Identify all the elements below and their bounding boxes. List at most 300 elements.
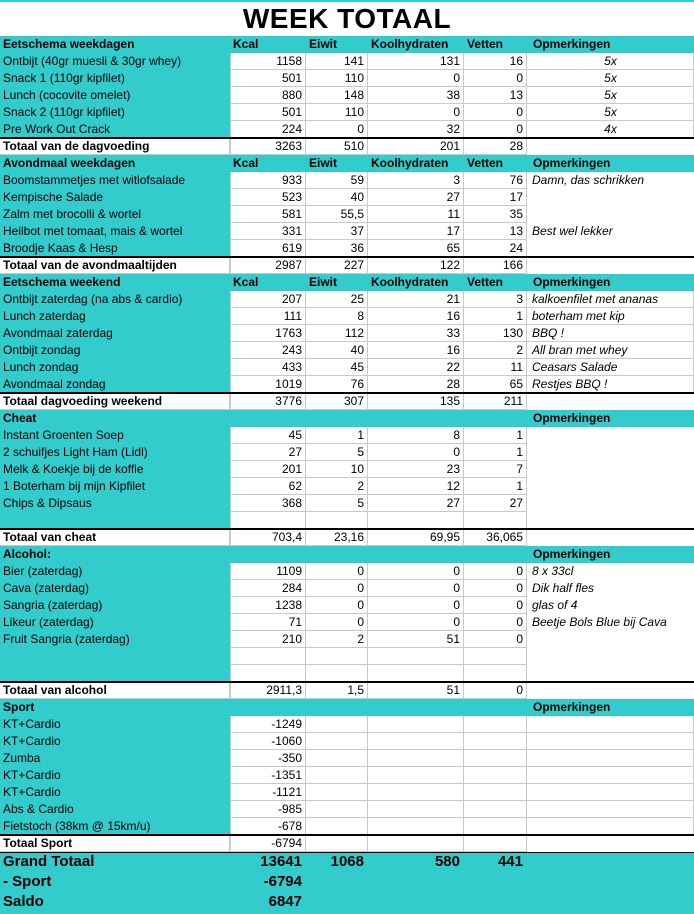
cell-koolhydraten[interactable]: 23 <box>368 461 464 478</box>
cell-eiwit[interactable] <box>306 784 368 801</box>
cell-eiwit[interactable] <box>306 665 368 682</box>
total-label[interactable]: Totaal Sport <box>0 835 230 852</box>
total-label[interactable]: Totaal van cheat <box>0 529 230 546</box>
total-kcal[interactable]: 2911,3 <box>230 682 306 699</box>
cell-vetten[interactable]: 76 <box>464 172 527 189</box>
cell-label[interactable]: Abs & Cardio <box>0 801 230 818</box>
cell-eiwit[interactable]: 112 <box>306 325 368 342</box>
section-title[interactable]: Alcohol: <box>0 546 230 563</box>
cell-vetten[interactable]: 24 <box>464 240 527 257</box>
cell-opmerking[interactable]: BBQ ! <box>527 325 694 342</box>
cell-kcal[interactable]: -350 <box>230 750 306 767</box>
cell-opmerking[interactable]: Best wel lekker <box>527 223 694 240</box>
cell-kcal[interactable] <box>230 665 306 682</box>
total-eiwit[interactable]: 23,16 <box>306 529 368 546</box>
cell-opmerking[interactable] <box>527 733 694 750</box>
cell-label[interactable]: 2 schuifjes Light Ham (Lidl) <box>0 444 230 461</box>
cell-vetten[interactable]: 1 <box>464 478 527 495</box>
cell-opmerking[interactable]: 4x <box>527 121 694 138</box>
cell-koolhydraten[interactable] <box>368 818 464 835</box>
cell-kcal[interactable]: -1121 <box>230 784 306 801</box>
cell-eiwit[interactable]: 55,5 <box>306 206 368 223</box>
grand-vetten[interactable]: 441 <box>464 852 527 872</box>
cell-vetten[interactable]: 2 <box>464 342 527 359</box>
cell-kcal[interactable]: 619 <box>230 240 306 257</box>
grand-koolhydraten[interactable]: 580 <box>368 852 464 872</box>
column-header-kcal[interactable]: Kcal <box>230 36 306 53</box>
cell-eiwit[interactable] <box>306 767 368 784</box>
column-header-vetten[interactable] <box>464 699 527 716</box>
cell-koolhydraten[interactable]: 0 <box>368 70 464 87</box>
cell-vetten[interactable]: 65 <box>464 376 527 393</box>
cell-opmerking[interactable] <box>527 892 694 912</box>
cell-kcal[interactable]: -985 <box>230 801 306 818</box>
cell-kcal[interactable]: 111 <box>230 308 306 325</box>
total-koolhydraten[interactable]: 51 <box>368 682 464 699</box>
column-header-eiwit[interactable] <box>306 699 368 716</box>
cell-label[interactable]: Heilbot met tomaat, mais & wortel <box>0 223 230 240</box>
cell-opmerking[interactable] <box>527 138 694 155</box>
column-header-vetten[interactable] <box>464 546 527 563</box>
cell-label[interactable]: Cava (zaterdag) <box>0 580 230 597</box>
cell-kcal[interactable]: 933 <box>230 172 306 189</box>
total-label[interactable]: Totaal van alcohol <box>0 682 230 699</box>
cell-vetten[interactable]: 0 <box>464 121 527 138</box>
cell-kcal[interactable] <box>230 648 306 665</box>
cell-opmerking[interactable] <box>527 665 694 682</box>
cell-opmerking[interactable] <box>527 872 694 892</box>
grand-label[interactable]: - Sport <box>0 872 230 892</box>
cell-kcal[interactable]: 433 <box>230 359 306 376</box>
cell-vetten[interactable]: 0 <box>464 104 527 121</box>
cell-eiwit[interactable] <box>306 818 368 835</box>
cell-koolhydraten[interactable] <box>368 750 464 767</box>
cell-koolhydraten[interactable] <box>368 801 464 818</box>
column-header-kcal[interactable] <box>230 546 306 563</box>
cell-eiwit[interactable] <box>306 733 368 750</box>
cell-koolhydraten[interactable]: 21 <box>368 291 464 308</box>
total-eiwit[interactable]: 1,5 <box>306 682 368 699</box>
cell-vetten[interactable]: 1 <box>464 427 527 444</box>
cell-koolhydraten[interactable]: 22 <box>368 359 464 376</box>
cell-opmerking[interactable]: kalkoenfilet met ananas <box>527 291 694 308</box>
cell-vetten[interactable] <box>464 512 527 529</box>
cell-opmerking[interactable]: Ceasars Salade <box>527 359 694 376</box>
cell-vetten[interactable] <box>464 767 527 784</box>
cell-label[interactable]: Bier (zaterdag) <box>0 563 230 580</box>
cell-vetten[interactable] <box>464 648 527 665</box>
grand-vetten[interactable] <box>464 892 527 912</box>
cell-koolhydraten[interactable]: 16 <box>368 308 464 325</box>
column-header-kcal[interactable] <box>230 410 306 427</box>
cell-vetten[interactable]: 0 <box>464 70 527 87</box>
total-vetten[interactable]: 211 <box>464 393 527 410</box>
total-vetten[interactable]: 28 <box>464 138 527 155</box>
cell-kcal[interactable]: 1763 <box>230 325 306 342</box>
cell-koolhydraten[interactable]: 0 <box>368 614 464 631</box>
cell-koolhydraten[interactable]: 16 <box>368 342 464 359</box>
cell-eiwit[interactable]: 141 <box>306 53 368 70</box>
cell-eiwit[interactable]: 0 <box>306 614 368 631</box>
cell-koolhydraten[interactable]: 0 <box>368 563 464 580</box>
cell-koolhydraten[interactable]: 27 <box>368 189 464 206</box>
cell-koolhydraten[interactable]: 0 <box>368 444 464 461</box>
grand-eiwit[interactable] <box>306 872 368 892</box>
cell-koolhydraten[interactable] <box>368 665 464 682</box>
cell-eiwit[interactable]: 148 <box>306 87 368 104</box>
cell-opmerking[interactable] <box>527 682 694 699</box>
cell-kcal[interactable]: 201 <box>230 461 306 478</box>
cell-kcal[interactable]: 224 <box>230 121 306 138</box>
cell-vetten[interactable] <box>464 784 527 801</box>
cell-vetten[interactable]: 1 <box>464 308 527 325</box>
cell-opmerking[interactable]: All bran met whey <box>527 342 694 359</box>
cell-koolhydraten[interactable] <box>368 767 464 784</box>
total-vetten[interactable] <box>464 835 527 852</box>
column-header-eiwit[interactable]: Eiwit <box>306 274 368 291</box>
cell-vetten[interactable] <box>464 665 527 682</box>
cell-eiwit[interactable]: 0 <box>306 563 368 580</box>
cell-eiwit[interactable]: 2 <box>306 478 368 495</box>
cell-koolhydraten[interactable] <box>368 648 464 665</box>
cell-kcal[interactable]: 243 <box>230 342 306 359</box>
cell-eiwit[interactable] <box>306 801 368 818</box>
total-label[interactable]: Totaal van de dagvoeding <box>0 138 230 155</box>
cell-vetten[interactable]: 17 <box>464 189 527 206</box>
column-header-koolhydraten[interactable] <box>368 546 464 563</box>
cell-koolhydraten[interactable]: 17 <box>368 223 464 240</box>
cell-opmerking[interactable] <box>527 444 694 461</box>
cell-opmerking[interactable] <box>527 631 694 648</box>
section-title[interactable]: Sport <box>0 699 230 716</box>
cell-label[interactable]: Fietstoch (38km @ 15km/u) <box>0 818 230 835</box>
total-koolhydraten[interactable]: 69,95 <box>368 529 464 546</box>
cell-koolhydraten[interactable] <box>368 784 464 801</box>
cell-kcal[interactable]: 210 <box>230 631 306 648</box>
cell-kcal[interactable]: -1351 <box>230 767 306 784</box>
column-header-eiwit[interactable] <box>306 410 368 427</box>
cell-opmerking[interactable] <box>527 206 694 223</box>
total-kcal[interactable]: 3776 <box>230 393 306 410</box>
cell-kcal[interactable]: 523 <box>230 189 306 206</box>
cell-kcal[interactable]: 1238 <box>230 597 306 614</box>
column-header-opmerkingen[interactable]: Opmerkingen <box>527 274 694 291</box>
cell-vetten[interactable]: 0 <box>464 563 527 580</box>
cell-label[interactable]: KT+Cardio <box>0 784 230 801</box>
cell-eiwit[interactable]: 0 <box>306 121 368 138</box>
cell-koolhydraten[interactable] <box>368 512 464 529</box>
cell-label[interactable]: Fruit Sangria (zaterdag) <box>0 631 230 648</box>
cell-label[interactable]: Pre Work Out Crack <box>0 121 230 138</box>
column-header-vetten[interactable]: Vetten <box>464 274 527 291</box>
column-header-vetten[interactable] <box>464 410 527 427</box>
cell-opmerking[interactable] <box>527 257 694 274</box>
cell-vetten[interactable]: 13 <box>464 87 527 104</box>
cell-koolhydraten[interactable]: 32 <box>368 121 464 138</box>
grand-eiwit[interactable]: 1068 <box>306 852 368 872</box>
section-title[interactable]: Eetschema weekdagen <box>0 36 230 53</box>
column-header-opmerkingen[interactable]: Opmerkingen <box>527 410 694 427</box>
cell-kcal[interactable]: 368 <box>230 495 306 512</box>
total-koolhydraten[interactable]: 201 <box>368 138 464 155</box>
grand-kcal[interactable]: 13641 <box>230 852 306 872</box>
cell-label[interactable]: Sangria (zaterdag) <box>0 597 230 614</box>
column-header-koolhydraten[interactable] <box>368 410 464 427</box>
cell-kcal[interactable]: -678 <box>230 818 306 835</box>
total-kcal[interactable]: 3263 <box>230 138 306 155</box>
cell-eiwit[interactable]: 2 <box>306 631 368 648</box>
column-header-vetten[interactable]: Vetten <box>464 155 527 172</box>
cell-label[interactable]: KT+Cardio <box>0 716 230 733</box>
cell-kcal[interactable]: -1249 <box>230 716 306 733</box>
cell-eiwit[interactable]: 5 <box>306 495 368 512</box>
cell-eiwit[interactable] <box>306 648 368 665</box>
cell-eiwit[interactable]: 110 <box>306 104 368 121</box>
cell-eiwit[interactable]: 59 <box>306 172 368 189</box>
cell-label[interactable]: Instant Groenten Soep <box>0 427 230 444</box>
cell-opmerking[interactable] <box>527 716 694 733</box>
cell-kcal[interactable]: 284 <box>230 580 306 597</box>
cell-vetten[interactable] <box>464 716 527 733</box>
grand-kcal[interactable]: -6794 <box>230 872 306 892</box>
cell-koolhydraten[interactable]: 3 <box>368 172 464 189</box>
cell-koolhydraten[interactable]: 65 <box>368 240 464 257</box>
cell-opmerking[interactable] <box>527 529 694 546</box>
cell-kcal[interactable]: 581 <box>230 206 306 223</box>
grand-label[interactable]: Saldo <box>0 892 230 912</box>
section-title[interactable]: Cheat <box>0 410 230 427</box>
column-header-opmerkingen[interactable]: Opmerkingen <box>527 36 694 53</box>
cell-eiwit[interactable] <box>306 716 368 733</box>
cell-koolhydraten[interactable]: 51 <box>368 631 464 648</box>
cell-vetten[interactable] <box>464 818 527 835</box>
cell-opmerking[interactable]: Beetje Bols Blue bij Cava <box>527 614 694 631</box>
column-header-vetten[interactable]: Vetten <box>464 36 527 53</box>
cell-vetten[interactable]: 13 <box>464 223 527 240</box>
cell-eiwit[interactable]: 45 <box>306 359 368 376</box>
total-koolhydraten[interactable]: 122 <box>368 257 464 274</box>
cell-label[interactable]: Ontbijt zaterdag (na abs & cardio) <box>0 291 230 308</box>
cell-koolhydraten[interactable]: 0 <box>368 104 464 121</box>
cell-vetten[interactable]: 0 <box>464 597 527 614</box>
cell-label[interactable]: Avondmaal zondag <box>0 376 230 393</box>
cell-kcal[interactable]: 880 <box>230 87 306 104</box>
cell-eiwit[interactable]: 40 <box>306 342 368 359</box>
cell-opmerking[interactable] <box>527 427 694 444</box>
cell-vetten[interactable]: 130 <box>464 325 527 342</box>
cell-vetten[interactable] <box>464 801 527 818</box>
cell-opmerking[interactable] <box>527 835 694 852</box>
cell-opmerking[interactable] <box>527 189 694 206</box>
column-header-koolhydraten[interactable]: Koolhydraten <box>368 274 464 291</box>
cell-opmerking[interactable]: 5x <box>527 87 694 104</box>
cell-label[interactable]: Lunch zondag <box>0 359 230 376</box>
column-header-kcal[interactable] <box>230 699 306 716</box>
cell-label[interactable]: Chips & Dipsaus <box>0 495 230 512</box>
cell-eiwit[interactable] <box>306 512 368 529</box>
total-label[interactable]: Totaal van de avondmaaltijden <box>0 257 230 274</box>
cell-vetten[interactable] <box>464 750 527 767</box>
cell-label[interactable] <box>0 512 230 529</box>
cell-eiwit[interactable]: 36 <box>306 240 368 257</box>
cell-opmerking[interactable]: Restjes BBQ ! <box>527 376 694 393</box>
cell-kcal[interactable]: 62 <box>230 478 306 495</box>
column-header-koolhydraten[interactable] <box>368 699 464 716</box>
column-header-opmerkingen[interactable]: Opmerkingen <box>527 155 694 172</box>
cell-koolhydraten[interactable]: 38 <box>368 87 464 104</box>
total-eiwit[interactable]: 307 <box>306 393 368 410</box>
cell-label[interactable]: Ontbijt (40gr muesli & 30gr whey) <box>0 53 230 70</box>
cell-eiwit[interactable]: 76 <box>306 376 368 393</box>
cell-eiwit[interactable]: 8 <box>306 308 368 325</box>
grand-koolhydraten[interactable] <box>368 892 464 912</box>
cell-label[interactable]: Ontbijt zondag <box>0 342 230 359</box>
total-kcal[interactable]: -6794 <box>230 835 306 852</box>
cell-kcal[interactable] <box>230 512 306 529</box>
cell-koolhydraten[interactable]: 33 <box>368 325 464 342</box>
total-koolhydraten[interactable]: 135 <box>368 393 464 410</box>
cell-label[interactable]: 1 Boterham bij mijn Kipfilet <box>0 478 230 495</box>
cell-kcal[interactable]: 207 <box>230 291 306 308</box>
cell-label[interactable]: Melk & Koekje bij de koffie <box>0 461 230 478</box>
cell-opmerking[interactable] <box>527 648 694 665</box>
cell-label[interactable]: Boomstammetjes met witlofsalade <box>0 172 230 189</box>
cell-label[interactable]: Lunch (cocovite omelet) <box>0 87 230 104</box>
cell-opmerking[interactable]: 5x <box>527 70 694 87</box>
cell-opmerking[interactable] <box>527 495 694 512</box>
cell-kcal[interactable]: -1060 <box>230 733 306 750</box>
cell-eiwit[interactable]: 37 <box>306 223 368 240</box>
cell-label[interactable] <box>0 665 230 682</box>
cell-kcal[interactable]: 501 <box>230 104 306 121</box>
column-header-eiwit[interactable] <box>306 546 368 563</box>
cell-label[interactable]: KT+Cardio <box>0 767 230 784</box>
cell-koolhydraten[interactable]: 11 <box>368 206 464 223</box>
cell-label[interactable]: Snack 1 (110gr kipfilet) <box>0 70 230 87</box>
cell-opmerking[interactable] <box>527 240 694 257</box>
cell-opmerking[interactable]: Dik half fles <box>527 580 694 597</box>
column-header-eiwit[interactable]: Eiwit <box>306 36 368 53</box>
cell-koolhydraten[interactable] <box>368 733 464 750</box>
cell-opmerking[interactable] <box>527 750 694 767</box>
cell-label[interactable]: Zalm met brocolli & wortel <box>0 206 230 223</box>
column-header-kcal[interactable]: Kcal <box>230 155 306 172</box>
cell-kcal[interactable]: 331 <box>230 223 306 240</box>
grand-vetten[interactable] <box>464 872 527 892</box>
cell-eiwit[interactable]: 5 <box>306 444 368 461</box>
cell-koolhydraten[interactable]: 28 <box>368 376 464 393</box>
cell-label[interactable]: Snack 2 (110gr kipfilet) <box>0 104 230 121</box>
column-header-opmerkingen[interactable]: Opmerkingen <box>527 546 694 563</box>
cell-vetten[interactable]: 3 <box>464 291 527 308</box>
cell-label[interactable]: Kempische Salade <box>0 189 230 206</box>
column-header-eiwit[interactable]: Eiwit <box>306 155 368 172</box>
section-title[interactable]: Eetschema weekend <box>0 274 230 291</box>
cell-vetten[interactable]: 0 <box>464 614 527 631</box>
cell-label[interactable]: Broodje Kaas & Hesp <box>0 240 230 257</box>
cell-koolhydraten[interactable]: 27 <box>368 495 464 512</box>
cell-opmerking[interactable]: Damn, das schrikken <box>527 172 694 189</box>
total-label[interactable]: Totaal dagvoeding weekend <box>0 393 230 410</box>
cell-koolhydraten[interactable]: 12 <box>368 478 464 495</box>
cell-vetten[interactable]: 0 <box>464 580 527 597</box>
cell-vetten[interactable]: 7 <box>464 461 527 478</box>
cell-kcal[interactable]: 45 <box>230 427 306 444</box>
grand-label[interactable]: Grand Totaal <box>0 852 230 872</box>
cell-koolhydraten[interactable] <box>368 716 464 733</box>
cell-vetten[interactable]: 0 <box>464 631 527 648</box>
cell-eiwit[interactable]: 0 <box>306 597 368 614</box>
total-eiwit[interactable]: 227 <box>306 257 368 274</box>
cell-kcal[interactable]: 501 <box>230 70 306 87</box>
cell-label[interactable]: Avondmaal zaterdag <box>0 325 230 342</box>
cell-opmerking[interactable] <box>527 784 694 801</box>
cell-eiwit[interactable] <box>306 750 368 767</box>
cell-kcal[interactable]: 71 <box>230 614 306 631</box>
cell-opmerking[interactable]: 5x <box>527 104 694 121</box>
total-kcal[interactable]: 703,4 <box>230 529 306 546</box>
cell-opmerking[interactable] <box>527 767 694 784</box>
cell-opmerking[interactable]: boterham met kip <box>527 308 694 325</box>
column-header-koolhydraten[interactable]: Koolhydraten <box>368 155 464 172</box>
cell-opmerking[interactable] <box>527 478 694 495</box>
cell-koolhydraten[interactable]: 0 <box>368 580 464 597</box>
cell-label[interactable] <box>0 648 230 665</box>
cell-koolhydraten[interactable]: 0 <box>368 597 464 614</box>
cell-eiwit[interactable]: 0 <box>306 580 368 597</box>
cell-vetten[interactable]: 35 <box>464 206 527 223</box>
cell-opmerking[interactable] <box>527 801 694 818</box>
column-header-koolhydraten[interactable]: Koolhydraten <box>368 36 464 53</box>
cell-opmerking[interactable] <box>527 393 694 410</box>
cell-vetten[interactable] <box>464 733 527 750</box>
section-title[interactable]: Avondmaal weekdagen <box>0 155 230 172</box>
cell-eiwit[interactable]: 40 <box>306 189 368 206</box>
cell-label[interactable]: Zumba <box>0 750 230 767</box>
cell-kcal[interactable]: 1019 <box>230 376 306 393</box>
page-title[interactable]: WEEK TOTAAL <box>242 3 452 34</box>
cell-vetten[interactable]: 16 <box>464 53 527 70</box>
cell-eiwit[interactable]: 110 <box>306 70 368 87</box>
cell-vetten[interactable]: 1 <box>464 444 527 461</box>
cell-opmerking[interactable]: 5x <box>527 53 694 70</box>
cell-koolhydraten[interactable]: 131 <box>368 53 464 70</box>
total-eiwit[interactable]: 510 <box>306 138 368 155</box>
cell-opmerking[interactable] <box>527 461 694 478</box>
cell-opmerking[interactable] <box>527 852 694 872</box>
grand-kcal[interactable]: 6847 <box>230 892 306 912</box>
cell-opmerking[interactable]: glas of 4 <box>527 597 694 614</box>
total-kcal[interactable]: 2987 <box>230 257 306 274</box>
cell-eiwit[interactable]: 25 <box>306 291 368 308</box>
grand-koolhydraten[interactable] <box>368 872 464 892</box>
cell-vetten[interactable]: 27 <box>464 495 527 512</box>
column-header-opmerkingen[interactable]: Opmerkingen <box>527 699 694 716</box>
cell-vetten[interactable]: 11 <box>464 359 527 376</box>
column-header-kcal[interactable]: Kcal <box>230 274 306 291</box>
cell-eiwit[interactable]: 1 <box>306 427 368 444</box>
cell-opmerking[interactable] <box>527 818 694 835</box>
cell-opmerking[interactable] <box>527 512 694 529</box>
cell-koolhydraten[interactable]: 8 <box>368 427 464 444</box>
total-vetten[interactable]: 0 <box>464 682 527 699</box>
cell-kcal[interactable]: 1109 <box>230 563 306 580</box>
cell-kcal[interactable]: 1158 <box>230 53 306 70</box>
cell-label[interactable]: Lunch zaterdag <box>0 308 230 325</box>
cell-opmerking[interactable]: 8 x 33cl <box>527 563 694 580</box>
cell-eiwit[interactable]: 10 <box>306 461 368 478</box>
grand-eiwit[interactable] <box>306 892 368 912</box>
